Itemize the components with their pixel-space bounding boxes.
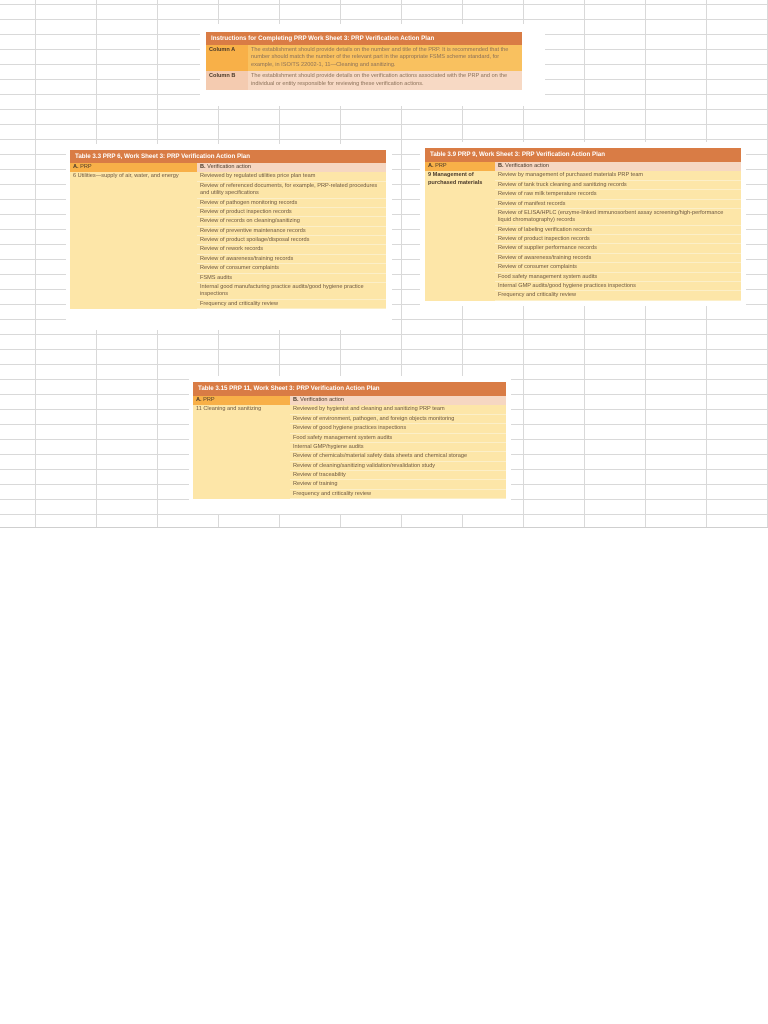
- column-a-header: [70, 163, 197, 172]
- table-row: Review of training: [290, 480, 506, 489]
- table-body: [425, 171, 741, 300]
- column-a-label: PRP: [80, 164, 92, 170]
- table-row: Review of records on cleaning/sanitizing: [197, 217, 386, 226]
- column-a-prefix: A.: [428, 163, 434, 169]
- table-row: Review of product inspection records: [495, 235, 741, 244]
- instructions-text: The establishment should provide details on the number and title of the PRP. It is recommended that the number should match the number of the relevant part in the appropriate FSMS scheme standard, for example, in ISO/TS 22002-1, 11—Cleaning and sanitizing.: [248, 45, 522, 71]
- table-row: FSMS audits: [197, 274, 386, 283]
- table-3-9: [425, 148, 741, 301]
- table-row: Review of ELISA/HPLC (enzyme-linked immunosorbent assay screening/high-performance liquid chromatography) records: [495, 209, 741, 226]
- instructions-text: The establishment should provide details on the verification actions associated with the PRP and on the individual or entity responsible for reviewing these verification actions.: [248, 71, 522, 90]
- table-row: Food safety management system audits: [290, 434, 506, 443]
- column-a-header: [425, 162, 495, 171]
- table-header: [425, 162, 741, 171]
- table-row: Review of labeling verification records: [495, 226, 741, 235]
- column-b-prefix: B.: [498, 163, 504, 169]
- table-header: [70, 163, 386, 172]
- instructions-table: [206, 32, 522, 90]
- actions-column: [290, 405, 506, 499]
- actions-column: [197, 172, 386, 309]
- table-row: Review of referenced documents, for example, PRP-related procedures and utility specifications: [197, 182, 386, 199]
- table-title: Table 3.15 PRP 11, Work Sheet 3: PRP Verification Action Plan: [193, 382, 506, 396]
- table-row: Internal GMP audits/good hygiene practices inspections: [495, 282, 741, 291]
- column-b-prefix: B.: [293, 397, 299, 403]
- column-a-label: PRP: [203, 397, 215, 403]
- prp-cell: 11 Cleaning and sanitizing: [196, 406, 262, 413]
- table-row: Review of preventive maintenance records: [197, 227, 386, 236]
- table-row: Food safety management system audits: [495, 273, 741, 282]
- instructions-row-column-b: [206, 71, 522, 90]
- table-row: Review of awareness/training records: [197, 255, 386, 264]
- column-b-label: Verification action: [505, 163, 549, 169]
- column-a-prefix: A.: [196, 397, 202, 403]
- table-row: Review of consumer complaints: [495, 263, 741, 272]
- table-row: Frequency and criticality review: [495, 291, 741, 300]
- instructions-row-column-a: [206, 45, 522, 71]
- table-title: Table 3.9 PRP 9, Work Sheet 3: PRP Verification Action Plan: [425, 148, 741, 162]
- column-a-header: [193, 396, 290, 405]
- table-row: Frequency and criticality review: [197, 300, 386, 309]
- instructions-label: Column A: [206, 45, 248, 71]
- instructions-label: Column B: [206, 71, 248, 90]
- column-b-header: [197, 163, 254, 172]
- prp-cell: 9 Management of purchased materials: [428, 172, 483, 186]
- table-row: Review of manifest records: [495, 200, 741, 209]
- table-row: Review of tank truck cleaning and sanitizing records: [495, 181, 741, 190]
- table-row: Review of pathogen monitoring records: [197, 199, 386, 208]
- table-row: Review of traceability: [290, 471, 506, 480]
- table-row: Review of consumer complaints: [197, 264, 386, 273]
- table-row: Reviewed by regulated utilities price plan team: [197, 172, 386, 181]
- column-b-label: Verification action: [300, 397, 344, 403]
- table-row: Frequency and criticality review: [290, 490, 506, 499]
- table-row: Review by management of purchased materials PRP team: [495, 171, 741, 180]
- table-row: Review of product spoilage/disposal records: [197, 236, 386, 245]
- prp-cell: 6 Utilities—supply of air, water, and energy: [73, 173, 179, 180]
- table-row: Internal good manufacturing practice audits/good hygiene practice inspections: [197, 283, 386, 300]
- table-row: Reviewed by hygienist and cleaning and sanitizing PRP team: [290, 405, 506, 414]
- table-3-3: [70, 150, 386, 309]
- column-b-label: Verification action: [207, 164, 251, 170]
- actions-column: [495, 171, 741, 300]
- table-row: Review of awareness/training records: [495, 254, 741, 263]
- table-row: Internal GMP/hygiene audits: [290, 443, 506, 452]
- table-3-15: [193, 382, 506, 499]
- column-b-header: [290, 396, 347, 405]
- table-row: Review of product inspection records: [197, 208, 386, 217]
- column-a-prefix: A.: [73, 164, 79, 170]
- table-row: Review of raw milk temperature records: [495, 190, 741, 199]
- column-a-label: PRP: [435, 163, 447, 169]
- table-row: Review of chemicals/material safety data sheets and chemical storage: [290, 452, 506, 461]
- instructions-title: Instructions for Completing PRP Work Sheet 3: PRP Verification Action Plan: [206, 32, 522, 45]
- table-title: Table 3.3 PRP 6, Work Sheet 3: PRP Verification Action Plan: [70, 150, 386, 163]
- table-body: [70, 172, 386, 309]
- table-row: Review of environment, pathogen, and foreign objects monitoring: [290, 415, 506, 424]
- table-row: Review of good hygiene practices inspections: [290, 424, 506, 433]
- table-row: Review of supplier performance records: [495, 244, 741, 253]
- table-body: [193, 405, 506, 499]
- column-b-header: [495, 162, 552, 171]
- column-b-prefix: B.: [200, 164, 206, 170]
- table-row: Review of rework records: [197, 245, 386, 254]
- table-header: [193, 396, 506, 405]
- table-row: Review of cleaning/sanitizing validation/revalidation study: [290, 462, 506, 471]
